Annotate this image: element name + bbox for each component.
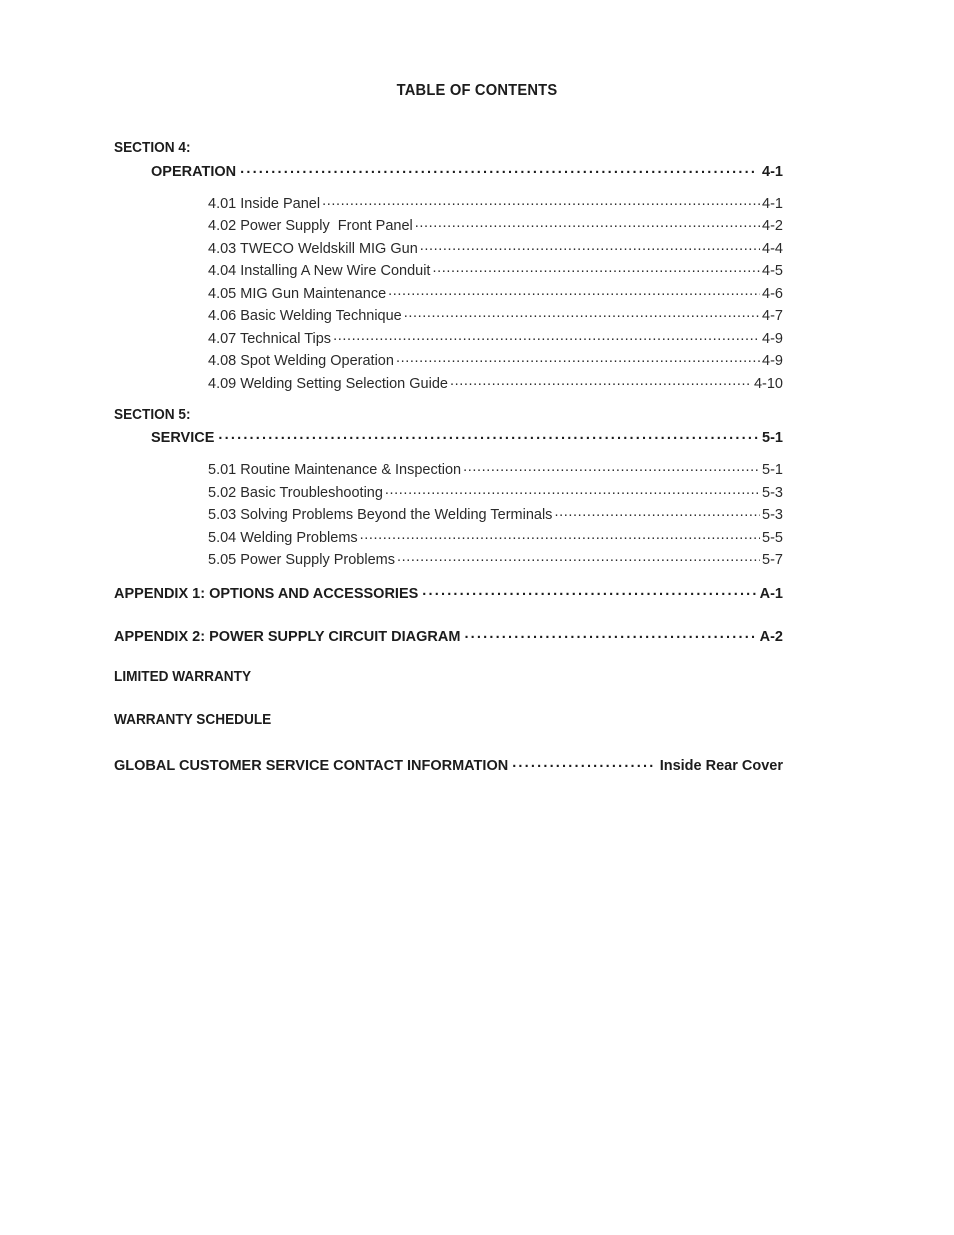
toc-subentry-page: 4-4	[762, 240, 783, 257]
section-5-heading: SECTION 5:	[114, 407, 191, 423]
toc-subentry-page: 4-10	[753, 375, 783, 392]
toc-entry-appendix-2[interactable]	[114, 626, 783, 645]
dot-leader	[333, 328, 760, 343]
toc-subentry[interactable]	[208, 549, 783, 568]
page-title: TABLE OF CONTENTS	[396, 82, 558, 99]
dot-leader	[422, 583, 755, 598]
toc-entry-page: 5-1	[762, 429, 783, 446]
toc-entry-global-contact[interactable]	[114, 755, 783, 774]
toc-subentry-page: 5-7	[762, 551, 783, 568]
toc-subentry[interactable]	[208, 504, 783, 523]
toc-subentry-label: 4.01 Inside Panel	[208, 195, 321, 212]
toc-entry-service[interactable]	[151, 427, 783, 446]
dot-leader	[240, 161, 758, 176]
toc-entry-label: GLOBAL CUSTOMER SERVICE CONTACT INFORMATION	[114, 757, 509, 774]
toc-subentry-label: 5.01 Routine Maintenance & Inspection	[208, 461, 462, 478]
dot-leader	[388, 283, 760, 298]
toc-subentry-page: 4-2	[762, 217, 783, 234]
toc-entry-label: SERVICE	[151, 429, 215, 446]
toc-subentry[interactable]	[208, 193, 783, 212]
toc-subentry-page: 5-3	[762, 484, 783, 501]
dot-leader	[432, 260, 760, 275]
dot-leader	[512, 755, 655, 770]
toc-subentry[interactable]	[208, 283, 783, 302]
toc-subentry-label: 4.04 Installing A New Wire Conduit	[208, 262, 431, 279]
toc-subentry-page: 4-9	[762, 330, 783, 347]
toc-subentry-label: 4.02 Power Supply Front Panel	[208, 217, 413, 234]
dot-leader	[385, 482, 760, 497]
toc-subentry-page: 4-6	[762, 285, 783, 302]
dot-leader	[396, 350, 760, 365]
dot-leader	[464, 626, 755, 641]
toc-subentry[interactable]	[208, 260, 783, 279]
dot-leader	[218, 427, 758, 442]
toc-subentry[interactable]	[208, 215, 783, 234]
toc-subentry[interactable]	[208, 305, 783, 324]
toc-entry-warranty-schedule[interactable]: WARRANTY SCHEDULE	[114, 712, 272, 728]
toc-entry-operation[interactable]	[151, 161, 783, 180]
dot-leader	[404, 305, 760, 320]
dot-leader	[360, 527, 760, 542]
toc-entry-limited-warranty[interactable]: LIMITED WARRANTY	[114, 669, 252, 685]
toc-entry-page: A-1	[759, 585, 783, 602]
section-4-heading: SECTION 4:	[114, 140, 191, 156]
toc-entry-label: OPERATION	[151, 163, 237, 180]
toc-subentry-page: 5-5	[762, 529, 783, 546]
toc-subentry[interactable]	[208, 459, 783, 478]
toc-subentry-label: 4.03 TWECO Weldskill MIG Gun	[208, 240, 418, 257]
toc-entry-label: APPENDIX 1: OPTIONS AND ACCESSORIES	[114, 585, 419, 602]
toc-subentry-label: 4.08 Spot Welding Operation	[208, 352, 394, 369]
dot-leader	[463, 459, 760, 474]
toc-subentry-label: 5.03 Solving Problems Beyond the Welding Terminals	[208, 506, 553, 523]
dot-leader	[322, 193, 760, 208]
toc-entry-page: 4-1	[762, 163, 783, 180]
toc-subentry-label: 5.05 Power Supply Problems	[208, 551, 395, 568]
toc-subentry-page: 4-7	[762, 307, 783, 324]
toc-subentry-label: 4.09 Welding Setting Selection Guide	[208, 375, 448, 392]
toc-subentry[interactable]	[208, 350, 783, 369]
toc-subentry-label: 4.05 MIG Gun Maintenance	[208, 285, 387, 302]
toc-entry-label: APPENDIX 2: POWER SUPPLY CIRCUIT DIAGRAM	[114, 628, 461, 645]
dot-leader	[415, 215, 760, 230]
toc-subentry-label: 4.06 Basic Welding Technique	[208, 307, 402, 324]
dot-leader	[554, 504, 760, 519]
toc-subentry[interactable]	[208, 482, 783, 501]
toc-subentry[interactable]	[208, 238, 783, 257]
toc-subentry-label: 5.04 Welding Problems	[208, 529, 358, 546]
toc-subentry[interactable]	[208, 328, 783, 347]
toc-subentry-page: 4-9	[762, 352, 783, 369]
dot-leader	[420, 238, 760, 253]
toc-subentry[interactable]	[208, 527, 783, 546]
toc-entry-page: A-2	[759, 628, 783, 645]
toc-subentry[interactable]	[208, 373, 783, 392]
toc-subentry-page: 5-1	[762, 461, 783, 478]
toc-entry-appendix-1[interactable]	[114, 583, 783, 602]
dot-leader	[450, 373, 752, 388]
toc-subentry-label: 5.02 Basic Troubleshooting	[208, 484, 383, 501]
toc-subentry-page: 4-5	[762, 262, 783, 279]
toc-subentry-label: 4.07 Technical Tips	[208, 330, 332, 347]
toc-subentry-page: 5-3	[762, 506, 783, 523]
toc-subentry-page: 4-1	[762, 195, 783, 212]
dot-leader	[397, 549, 760, 564]
toc-entry-page: Inside Rear Cover	[659, 757, 783, 774]
